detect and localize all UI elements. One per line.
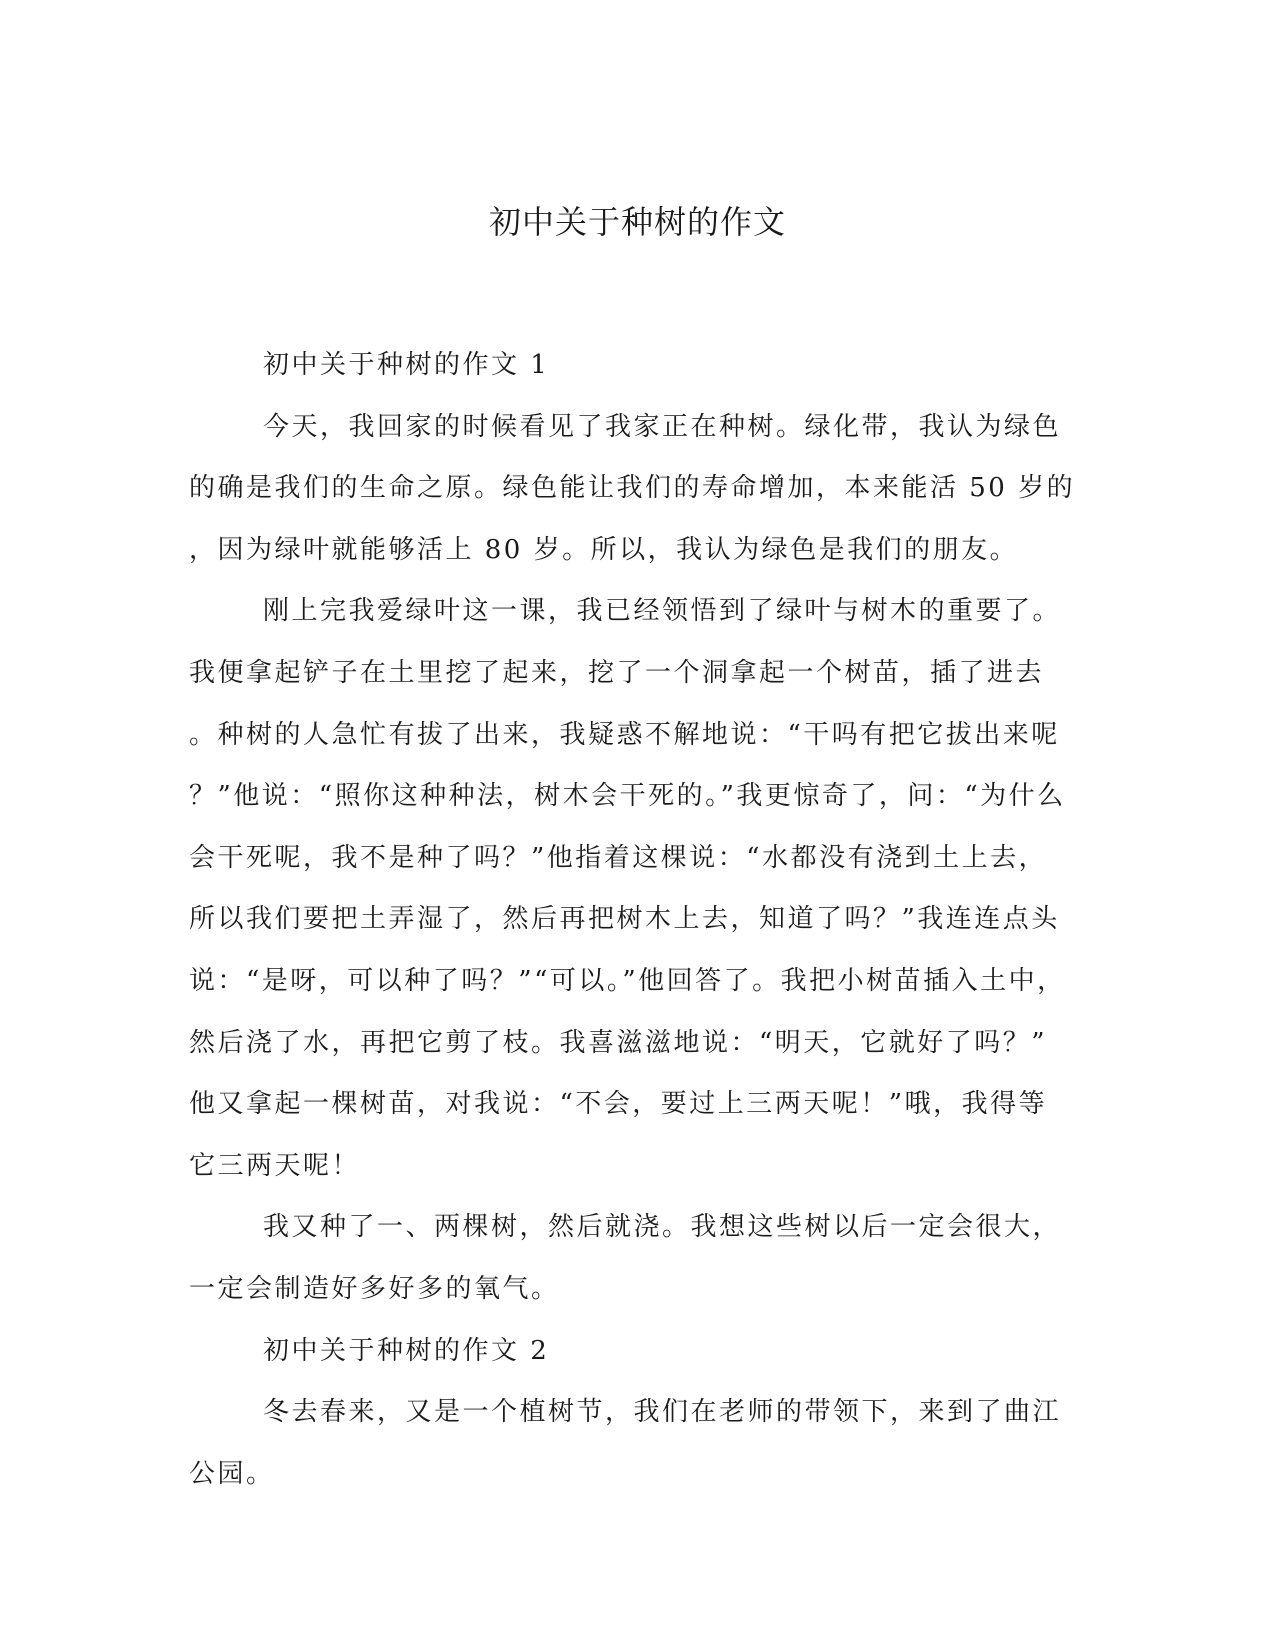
section-heading: 初中关于种树的作文 1 (263, 350, 550, 380)
text-line: 所以我们要把土弄湿了，然后再把树木上去，知道了吗？”我连连点头 (189, 904, 1060, 935)
text-line: 它三两天呢！ (189, 1150, 361, 1181)
text-line: 刚上完我爱绿叶这一课，我已经领悟到了绿叶与树木的重要了。 (263, 596, 1062, 627)
paragraph (189, 581, 1079, 1197)
text-line: 会干死呢，我不是种了吗？”他指着这棵说：“水都没有浇到土上去， (189, 842, 1048, 873)
text-line: ，因为绿叶就能够活上 80 岁。所以，我认为绿色是我们的朋友。 (189, 534, 1019, 565)
text-line: 他又拿起一棵树苗，对我说：“不会，要过上三两天呢！”哦，我得等 (189, 1089, 1048, 1120)
section-heading: 初中关于种树的作文 2 (263, 1335, 550, 1366)
text-line: 我便拿起铲子在土里挖了起来，挖了一个洞拿起一个树苗，插了进去 (189, 657, 1045, 688)
text-line: 然后浇了水，再把它剪了枝。我喜滋滋地说：“明天，它就好了吗？” (189, 1027, 1048, 1058)
text-line: 冬去春来，又是一个植树节，我们在老师的带领下，来到了曲江 (263, 1397, 1062, 1428)
text-line: 说：“是呀，可以种了吗？”“可以。”他回答了。我把小树苗插入土中， (189, 965, 1066, 996)
paragraph (189, 397, 1079, 582)
paragraph (189, 1382, 1079, 1505)
page-title: 初中关于种树的作文 (488, 203, 786, 241)
document-body (189, 335, 1079, 1505)
text-line: ？”他说：“照你这种种法，树木会干死的。”我更惊奇了，问：“为什么 (189, 781, 1066, 812)
text-line: 公园。 (189, 1458, 275, 1489)
text-line: 今天，我回家的时候看见了我家正在种树。绿化带，我认为绿色 (263, 411, 1062, 442)
text-line: 一定会制造好多好多的氧气。 (189, 1273, 560, 1304)
text-line: 的确是我们的生命之原。绿色能让我们的寿命增加，本来能活 50 岁的 (189, 473, 1076, 504)
text-line: 我又种了一、两棵树，然后就浇。我想这些树以后一定会很大， (263, 1212, 1062, 1243)
text-line: 。种树的人急忙有拔了出来，我疑惑不解地说：“干吗有把它拔出来呢 (189, 719, 1060, 750)
paragraph (189, 1197, 1079, 1320)
